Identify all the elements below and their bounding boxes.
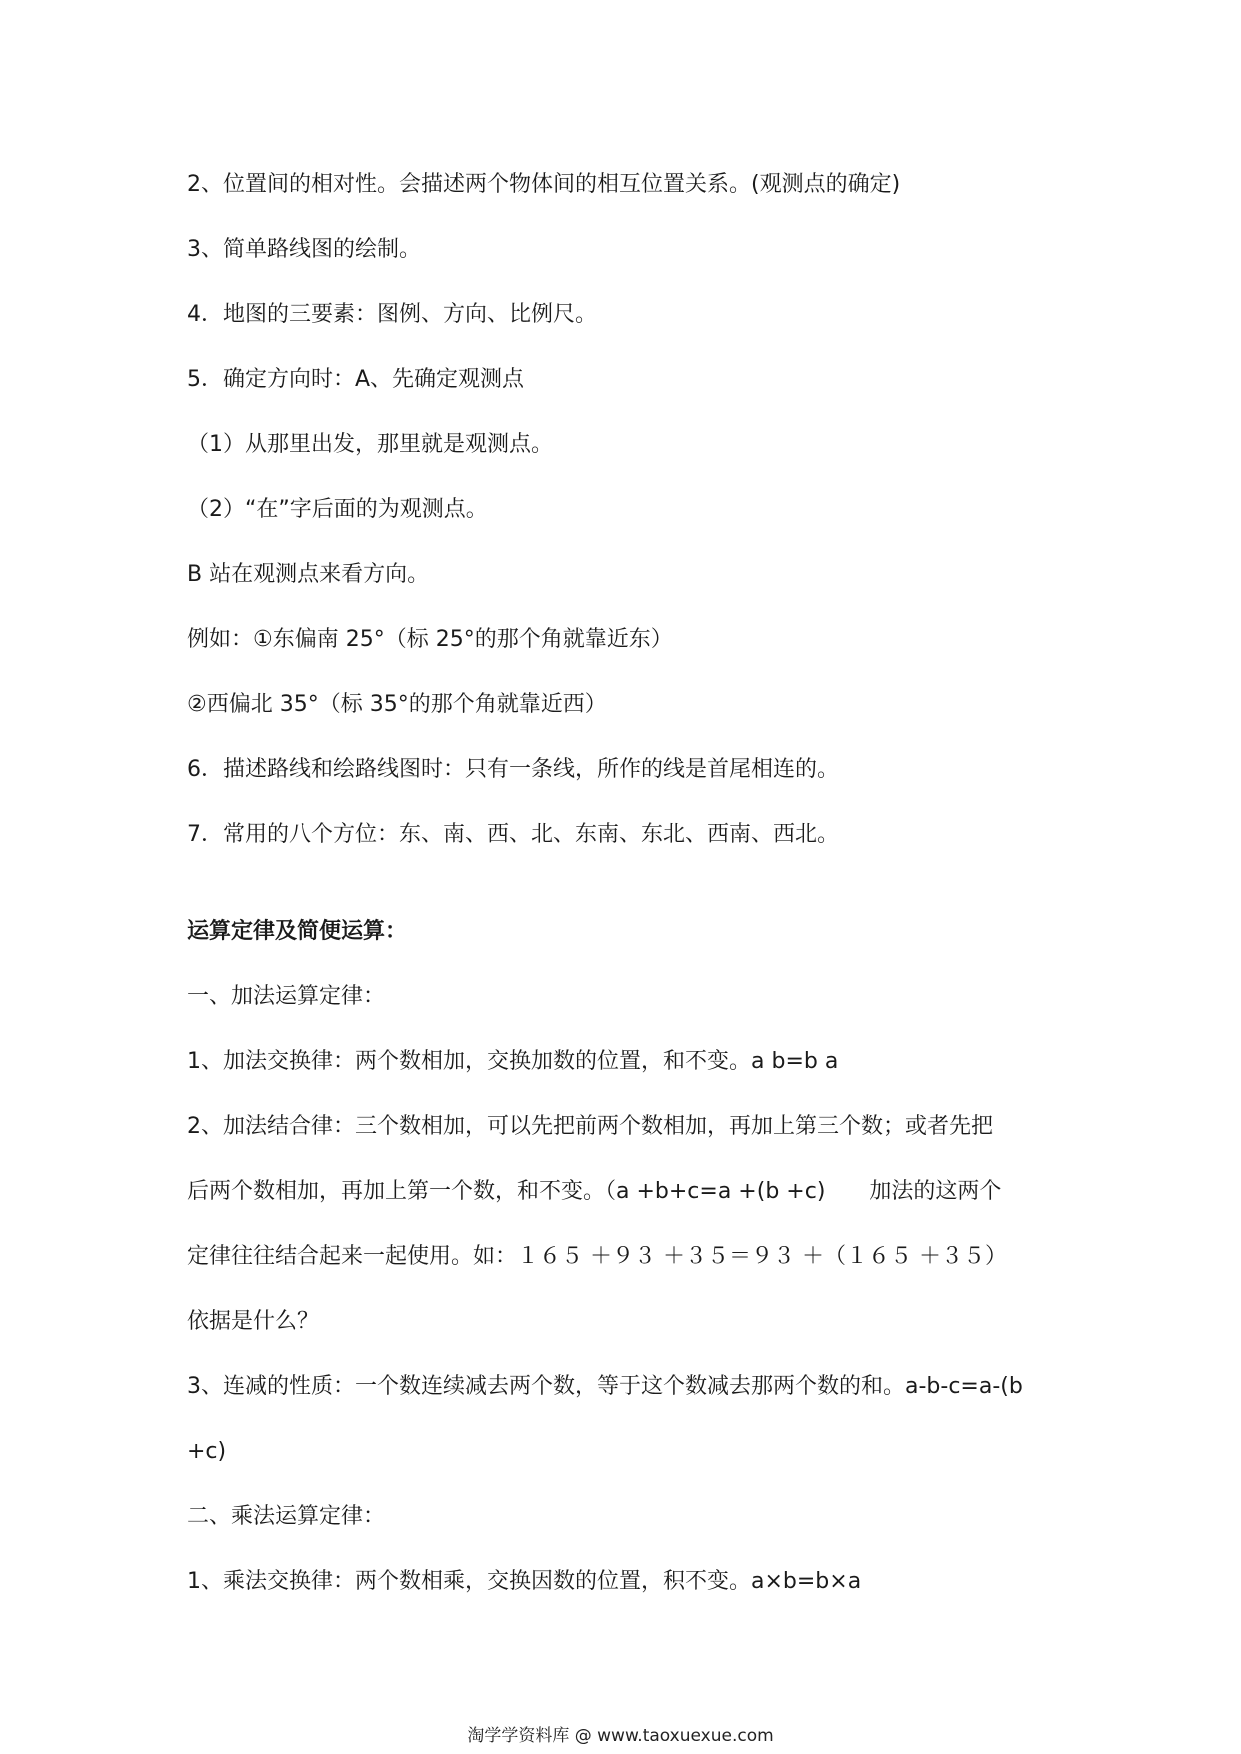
- text-line: 后两个数相加，再加上第一个数，和不变。（a +b+c=a +(b +c) 加法的这两个: [187, 1179, 1002, 1204]
- text-line: 5．确定方向时：A、先确定观测点: [187, 367, 525, 392]
- text-line: 1、加法交换律：两个数相加，交换加数的位置，和不变。a b=b a: [187, 1049, 839, 1074]
- text-line: 3、简单路线图的绘制。: [187, 237, 421, 262]
- text-line: 2、加法结合律：三个数相加，可以先把前两个数相加，再加上第三个数；或者先把: [187, 1114, 993, 1139]
- subsection-heading: 一、加法运算定律：: [187, 984, 386, 1009]
- subsection-heading: 二、乘法运算定律：: [187, 1504, 386, 1529]
- text-line: B 站在观测点来看方向。: [187, 562, 430, 587]
- text-line: 6．描述路线和绘路线图时：只有一条线，所作的线是首尾相连的。: [187, 757, 839, 782]
- section-heading: 运算定律及简便运算：: [187, 919, 408, 944]
- text-line: 依据是什么？: [187, 1309, 320, 1334]
- text-line: 1、乘法交换律：两个数相乘，交换因数的位置，积不变。a×b=b×a: [187, 1569, 862, 1594]
- text-line: +c): [187, 1439, 227, 1464]
- text-line: （2）“在”字后面的为观测点。: [187, 497, 488, 522]
- text-line: ②西偏北 35°（标 35°的那个角就靠近西）: [187, 692, 607, 717]
- text-line: （1）从那里出发，那里就是观测点。: [187, 432, 553, 457]
- text-line: 4．地图的三要素：图例、方向、比例尺。: [187, 302, 597, 327]
- text-line: 7．常用的八个方位：东、南、西、北、东南、东北、西南、西北。: [187, 822, 839, 847]
- text-line: 2、位置间的相对性。会描述两个物体间的相互位置关系。(观测点的确定): [187, 172, 901, 197]
- page-footer: 淘学学资料库 @ www.taoxuexue.com: [467, 1726, 774, 1746]
- text-line: 例如：①东偏南 25°（标 25°的那个角就靠近东）: [187, 627, 673, 652]
- text-line: 定律往往结合起来一起使用。如：１６５ ＋９３ ＋３５＝９３ ＋（１６５ ＋３５）: [187, 1244, 1007, 1269]
- text-line: 3、连减的性质：一个数连续减去两个数，等于这个数减去那两个数的和。a-b-c=a-(b: [187, 1374, 1023, 1399]
